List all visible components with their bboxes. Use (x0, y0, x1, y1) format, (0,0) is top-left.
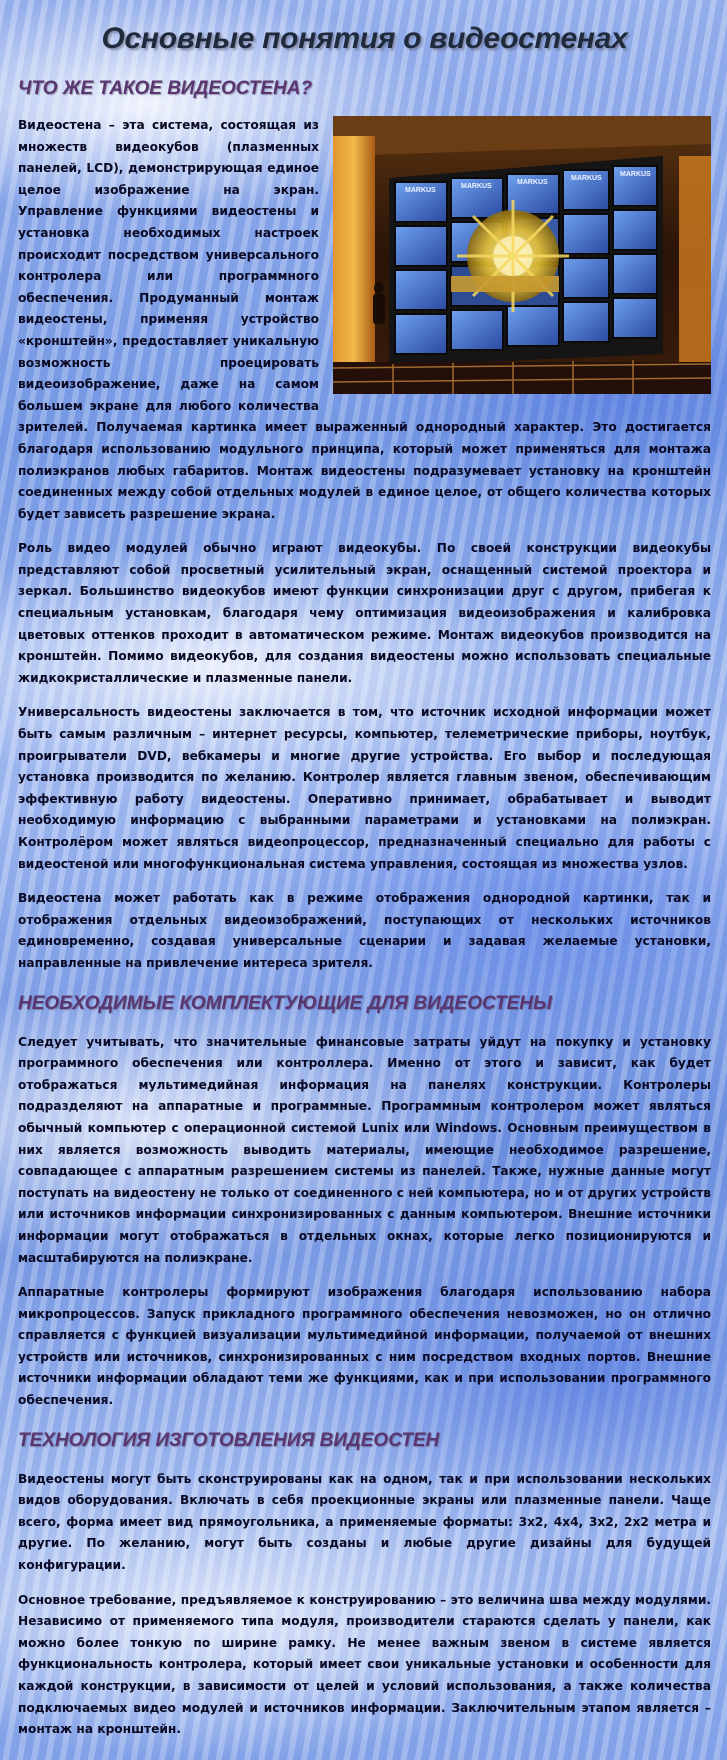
screen-label: MARKUS (571, 175, 602, 182)
paragraph: Аппаратные контролеры формируют изображения благодаря использованию набора микропроцессов. Запуск прикладного программного обеспечения невозможен, но он отлично справляется с функцией визуализации мультимедийной информации, получаемой от внешних устройств или источников, синхронизированных с ним посредством входных портов. Внешние источники информации обладают теми же функциями, как и при использовании программного обеспечения. (18, 1285, 711, 1408)
screen-label: MARKUS (405, 187, 436, 194)
video-wall-photo-icon (333, 116, 711, 394)
section-components (18, 993, 711, 1412)
paragraph: Видеостены могут быть сконструированы как на одном, так и при использовании нескольких видов оборудования. Включать в себя проекционные экраны или плазменные панели. Чаще всего, форма имеет вид прямоугольника, а применяемые форматы: 3х2, 4х4, 3х2, 2х2 метра и другие. По желанию, могут быть созданы и любые другие дизайны для будущей конфигурации. (18, 1471, 711, 1573)
section-heading: ТЕХНОЛОГИЯ ИЗГОТОВЛЕНИЯ ВИДЕОСТЕН (18, 1429, 440, 1451)
paragraph: Следует учитывать, что значительные финансовые затраты уйдут на покупку и установку программного обеспечения или контроллера. Именно от этого и зависит, как будет отображаться мультимедийная информация на панелях конструкции. Контролеры подразделяют на аппаратные и программные. Программным контролером может являться обычный компьютер с операционной системой Lunix или Windows. Основным преимуществом в них является возможность выводить материалы, имеющие необходимое разрешение, совпадающее с аппаратным разрешением системы из панелей. Также, нужные данные могут поступать на видеостену не только от соединенного с ней компьютера, но и от других устройств или источников информации синхронизированных с данным компьютером. Внешние источники информации могут отображаться в отдельных окнах, которые легко позиционируются и масштабируются на полиэкране. (18, 1034, 711, 1265)
paragraph: Видеостена может работать как в режиме отображения однородной картинки, так и отображения отдельных видеоизображений, поступающих от нескольких источников единовременно, создавая универсальные сценарии и задавая желаемые установки, направленные на привлечение интереса зрителя. (18, 891, 711, 970)
page-title: Основные понятия о видеостенах (101, 22, 628, 55)
paragraph: Видеостена – эта система, состоящая из множеств видеокубов (плазменных панелей, LCD), демонстрирующая единое целое изображение на экран. Управление функциями видеостены и установка необходимых настроек происходит посредством универсального контролера или программного обеспечения. Продуманный монтаж видеостены, применяя устройство «кронштейн», предоставляет уникальную возможность проецировать видеоизображение, даже на самом большем экране для любого количества зрителей. Получаемая картинка имеет выраженный однородный характер. Это достигается благодаря использованию модульного принципа, который может применяться для монтажа полиэкранов любых габаритов. Монтаж видеостены подразумевает установку на кронштейн соединенных между собой отдельных модулей в единое целое, от общего количества которых будет зависеть разрешение экрана. (18, 118, 711, 521)
section-body (18, 115, 711, 975)
screen-grid (395, 166, 657, 354)
paragraph: Роль видео модулей обычно играют видеокубы. По своей конструкции видеокубы представляют собой просветный усилительный экран, оснащенный системой проектора и зеркал. Большинство видеокубов имеют функции синхронизации друг с другом, прибегая к специальным установкам, благодаря чему оптимизация видеоизображения и калибровка цветовых оттенков проходит в автоматическом режиме. Монтаж видеокубов производится на кронштейн. Помимо видеокубов, для создания видеостены можно использовать специальные жидкокристаллические и плазменные панели. (18, 541, 711, 685)
paragraph: Универсальность видеостены заключается в том, что источник исходной информации может быть самым различным – интернет ресурсы, компьютер, телеметрические приборы, ноутбук, проигрыватели DVD, вебкамеры и многие другие устройства. Его выбор и последующая установка производится по желанию. Контролер является главным звеном, обеспечивающим эффективную работу видеостены. Оперативно принимает, обрабатывает и выводит необходимую информацию с выбранными параметрами и установками на полиэкран. Контролёром может являться видеопроцессор, предназначенный специально для работы с видеостеной или многофункциональная система управления, состоящая из множества узлов. (18, 705, 711, 871)
section-technology (18, 1430, 711, 1741)
section-body (18, 1032, 711, 1412)
section-what-is-videowall (18, 78, 711, 975)
screen-label: MARKUS (461, 183, 492, 190)
section-body (18, 1469, 711, 1741)
section-heading: НЕОБХОДИМЫЕ КОМПЛЕКТУЮЩИЕ ДЛЯ ВИДЕОСТЕНЫ (18, 992, 552, 1014)
paragraph: Основное требование, предъявляемое к конструированию – это величина шва между модулями. Независимо от применяемого типа модуля, производители стараются сделать у панели, как можно более тонкую по ширине рамку. Не менее важным звеном в системе является функциональность контролера, который имеет свои уникальные установки и особенности для каждой конструкции, в зависимости от целей и условий использования, а также количества подключаемых видео модулей и источников информации. Заключительным этапом является – монтаж на кронштейн. (18, 1592, 711, 1737)
screen-label: MARKUS (620, 171, 651, 178)
screen-label: MARKUS (517, 179, 548, 186)
section-heading: ЧТО ЖЕ ТАКОЕ ВИДЕОСТЕНА? (18, 78, 313, 99)
